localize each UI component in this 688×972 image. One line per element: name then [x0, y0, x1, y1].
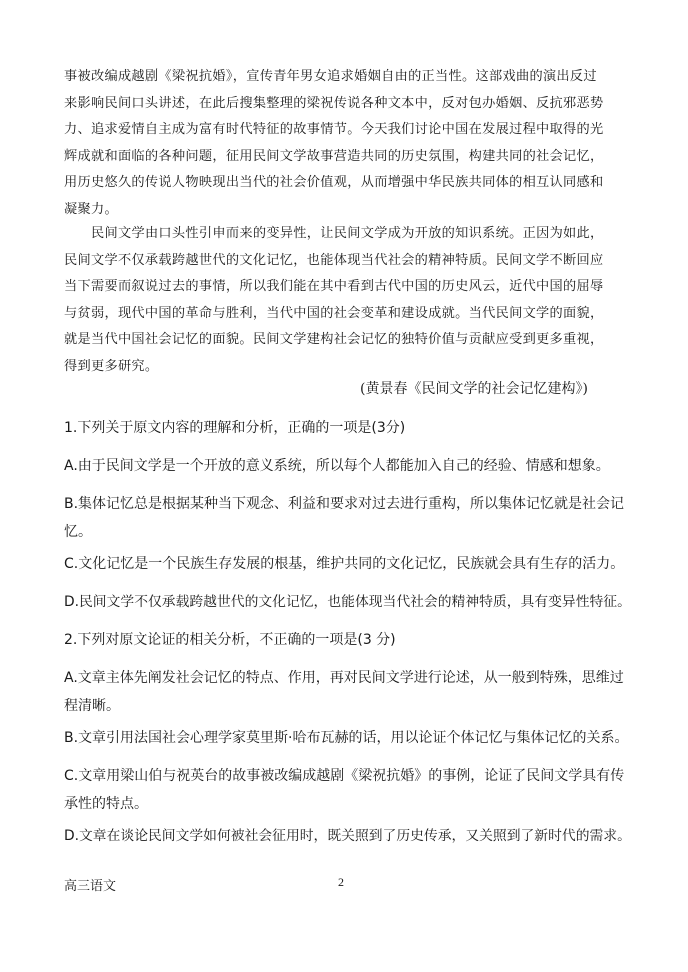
- option-line: 忆。: [64, 524, 92, 540]
- option-line: A.由于民间文学是一个开放的意义系统，所以每个人都能加入自己的经验、情感和想象。: [64, 458, 610, 474]
- passage-line: 凝聚力。: [64, 201, 118, 217]
- option-line: D.民间文学不仅承载跨越世代的文化记忆，也能体现当代社会的精神特质，具有变异性特征。: [64, 594, 631, 610]
- passage-paragraph-1: [64, 64, 630, 224]
- passage-line: 民间文学不仅承载跨越世代的文化记忆，也能体现当代社会的精神特质。民间文学不断回应: [64, 252, 604, 268]
- passage-line: 力、追求爱情自主成为富有时代特征的故事情节。今天我们讨论中国在发展过程中取得的光: [64, 122, 604, 138]
- option-line: C.文章用梁山伯与祝英台的故事被改编成越剧《梁祝抗婚》的事例，论证了民间文学具有传: [64, 768, 625, 784]
- question-2-option-d: [64, 822, 634, 850]
- question-1-stem: [64, 414, 634, 442]
- passage-line: 来影响民间口头讲述，在此后搜集整理的梁祝传说各种文本中，反对包办婚姻、反抗邪恶势: [64, 95, 604, 111]
- passage-line: 就是当代中国社会记忆的面貌。民间文学建构社会记忆的独特价值与贡献应受到更多重视，: [64, 332, 604, 348]
- passage-line: 用历史悠久的传说人物映现出当代的社会价值观，从而增强中华民族共同体的相互认同感和: [64, 175, 604, 191]
- question-stem-line: 2.下列对原文论证的相关分析，不正确的一项是(3 分): [64, 632, 396, 648]
- option-line: B.文章引用法国社会心理学家莫里斯·哈布瓦赫的话，用以论证个体记忆与集体记忆的关系。: [64, 730, 629, 746]
- question-1-option-d: [64, 588, 634, 616]
- footer-subject: 高三语文: [64, 879, 117, 894]
- question-1-option-b: [64, 490, 634, 546]
- question-2-stem: [64, 626, 634, 654]
- passage-line: 与贫弱，现代中国的革命与胜利，当代中国的社会变革和建设成就。当代民间文学的面貌，: [64, 305, 604, 321]
- question-stem-line: 1.下列关于原文内容的理解和分析，正确的一项是(3分): [64, 420, 406, 436]
- passage-source: (黄景春《民间文学的社会记忆建构》): [360, 381, 588, 397]
- passage-line: 当下需要而叙说过去的事情，所以我们能在其中看到古代中国的历史风云，近代中国的屈辱: [64, 279, 604, 295]
- passage-line: 得到更多研究。: [64, 358, 159, 374]
- passage-paragraph-2: [64, 221, 630, 381]
- footer-page-number: 2: [338, 875, 344, 889]
- question-1-option-a: [64, 452, 634, 480]
- option-line: 承性的特点。: [64, 796, 148, 812]
- passage-line: 事被改编成越剧《梁祝抗婚》，宣传青年男女追求婚姻自由的正当性。这部戏曲的演出反过: [64, 69, 597, 84]
- option-line: D.文章在谈论民间文学如何被社会征用时，既关照到了历史传承，又关照到了新时代的需求。: [64, 828, 631, 844]
- option-line: 程清晰。: [64, 698, 120, 714]
- question-2-option-c: [64, 762, 634, 818]
- passage-line: 辉成就和面临的各种问题，征用民间文学故事营造共同的历史氛围，构建共同的社会记忆，: [64, 148, 604, 164]
- question-2-option-b: [64, 724, 634, 752]
- option-line: B.集体记忆总是根据某种当下观念、利益和要求对过去进行重构，所以集体记忆就是社会记: [64, 496, 625, 512]
- option-line: C.文化记忆是一个民族生存发展的根基，维护共同的文化记忆，民族就会具有生存的活力。: [64, 556, 625, 572]
- question-2-option-a: [64, 664, 634, 720]
- question-1-option-c: [64, 550, 634, 578]
- option-line: A.文章主体先阐发社会记忆的特点、作用，再对民间文学进行论述，从一般到特殊，思维过: [64, 670, 624, 686]
- passage-line: 民间文学由口头性引申而来的变异性，让民间文学成为开放的知识系统。正因为如此，: [91, 226, 604, 241]
